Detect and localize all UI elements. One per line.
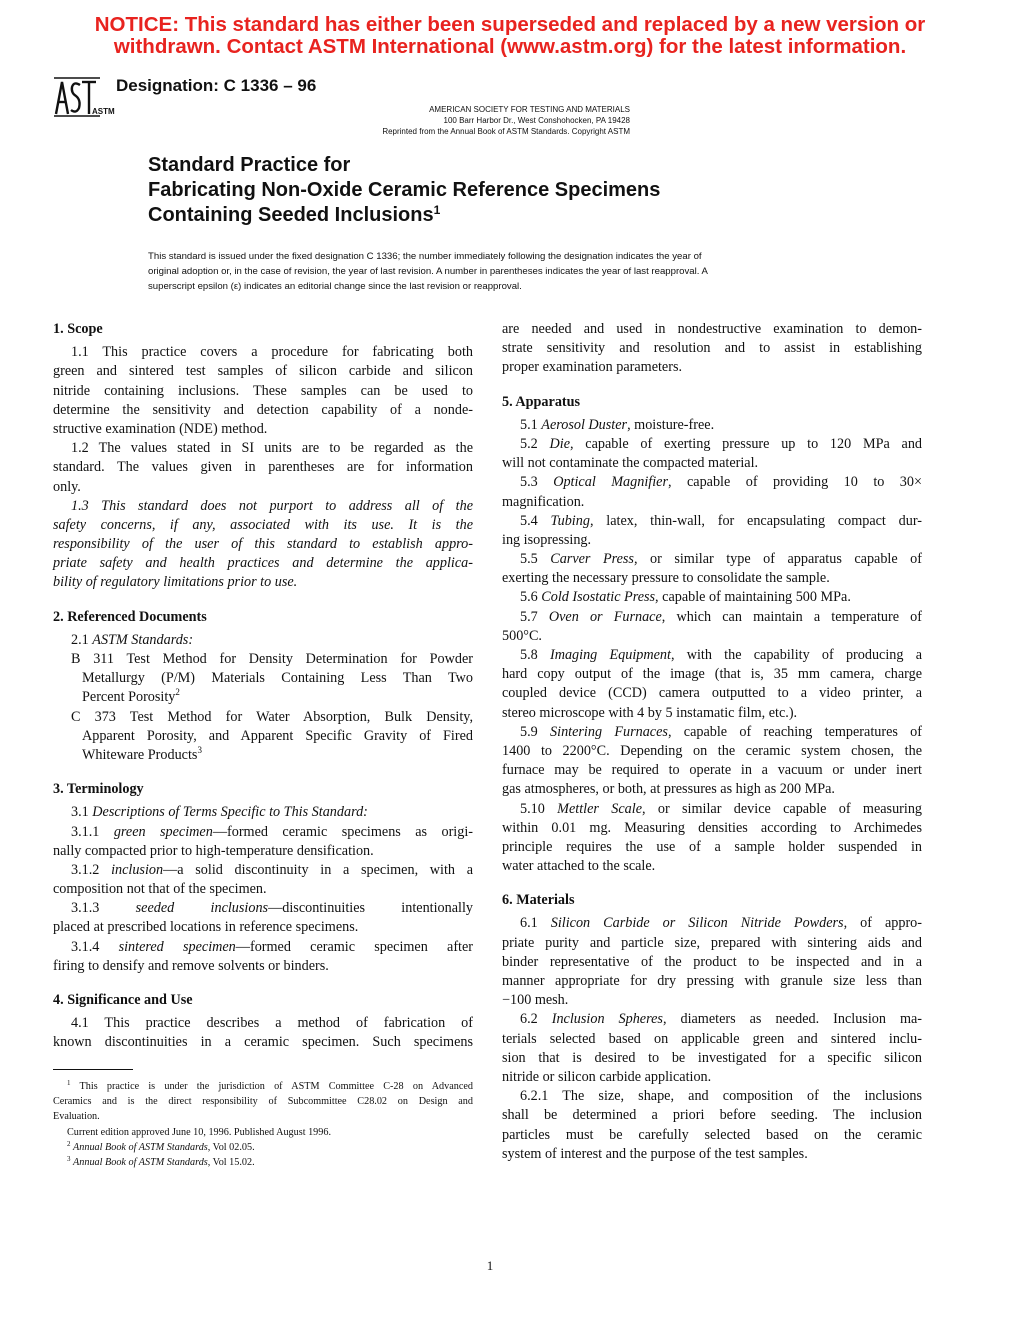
- apparatus-item: 5.10 Mettler Scale, or similar device capable of measuring: [520, 800, 923, 817]
- section-heading: 1. Scope: [53, 321, 103, 337]
- text-line: Evaluation.: [53, 1111, 100, 1123]
- notice-line: withdrawn. Contact ASTM International (www.astm.org) for the latest information.: [113, 35, 907, 58]
- right-column: [502, 320, 922, 1164]
- text-line: Metallurgy (P/M) Materials Containing Less Than Two: [82, 670, 473, 687]
- page-number: 1: [486, 1258, 494, 1273]
- text-line: principle requires the use of a sample holder suspended in: [502, 838, 922, 855]
- section-heading: 6. Materials: [502, 892, 575, 909]
- text-line: 3.1.1 green specimen—formed ceramic specimens as origi-: [71, 823, 474, 840]
- reference-c373: C 373 Test Method for Water Absorption, Bulk Density,: [71, 708, 473, 725]
- apparatus-item: 5.7 Oven or Furnace, which can maintain a temperature of: [520, 608, 922, 625]
- text-line: 2.1 ASTM Standards:: [71, 631, 194, 648]
- text-line: ing isopressing.: [502, 531, 592, 548]
- text-line: 1.1 This practice covers a procedure for fabricating both: [71, 344, 473, 361]
- text-line: gas atmospheres, or both, at pressures as high as 200 MPa.: [502, 781, 835, 798]
- text-line: nitride containing inclusions. These samples can be used to: [53, 382, 473, 399]
- text-line: 1.2 The values stated in SI units are to be regarded as the: [71, 440, 473, 457]
- text-line: firing to densify and remove solvents or binders.: [53, 957, 329, 974]
- section-heading: 5. Apparatus: [502, 393, 581, 410]
- text-line: manner appropriate for dry pressing with granule size less than: [502, 973, 922, 989]
- text-line: Current edition approved June 10, 1996. Published August 1996.: [67, 1126, 332, 1138]
- text-line: hard copy output of the image (that is, 35 mm camera, charge: [502, 666, 922, 683]
- apparatus-item: 5.1 Aerosol Duster, moisture-free.: [520, 416, 715, 433]
- text-line: nitride or silicon carbide application.: [502, 1068, 712, 1085]
- reprint-note: Reprinted from the Annual Book of ASTM Standards. Copyright ASTM: [382, 127, 630, 136]
- text-line: green and sintered test samples of silicon carbide and silicon: [53, 363, 473, 380]
- text-line: 3.1.4 sintered specimen—formed ceramic specimen after: [71, 938, 474, 955]
- publisher-name: AMERICAN SOCIETY FOR TESTING AND MATERIALS: [429, 105, 630, 114]
- text-line: bility of regulatory limitations prior to use.: [53, 574, 298, 591]
- text-line: 4.1 This practice describes a method of fabrication of: [71, 1015, 473, 1032]
- left-column: [53, 320, 473, 1053]
- text-line: coupled device (CCD) camera outputted to a video printer, a: [502, 685, 922, 702]
- apparatus-item: 5.9 Sintering Furnaces, capable of reaching temperatures of: [520, 723, 923, 740]
- materials-item: 6.1 Silicon Carbide or Silicon Nitride Powders, of appro-: [520, 915, 922, 932]
- text-line: magnification.: [502, 493, 585, 510]
- text-line: are needed and used in nondestructive examination to demon-: [502, 321, 922, 337]
- text-line: shall be determined a priori before seeding. The inclusion: [502, 1107, 922, 1124]
- text-line: exerting the necessary pressure to consolidate the sample.: [502, 570, 830, 587]
- text-line: system of interest and the purpose of the test samples.: [502, 1145, 808, 1162]
- text-line: 1.3 This standard does not purport to address all of the: [71, 497, 473, 514]
- withdrawal-notice: [40, 14, 980, 58]
- apparatus-item: 5.5 Carver Press, or similar type of apparatus capable of: [520, 551, 922, 568]
- text-line: binder representative of the product to be inspected and in a: [502, 953, 922, 970]
- section-heading: 4. Significance and Use: [53, 992, 193, 1008]
- designation: Designation: C 1336 – 96: [116, 76, 317, 95]
- footnote-rule: [53, 1069, 133, 1070]
- materials-item: 6.2 Inclusion Spheres, diameters as needed. Inclusion ma-: [520, 1011, 923, 1028]
- text-line: standard. The values given in parentheses are for information: [53, 459, 473, 476]
- text-line: 3.1 Descriptions of Terms Specific to This Standard:: [71, 804, 368, 821]
- text-line: known discontinuities in a ceramic specimen. Such specimens: [53, 1034, 473, 1051]
- document-title: [148, 153, 660, 228]
- text-line: only.: [53, 478, 81, 495]
- footnote-1: $^1$ This practice is under the jurisdiction of ASTM Committee C-28 on Advanced: [67, 1079, 473, 1092]
- footnotes: [53, 1079, 473, 1170]
- text-line: structive examination (NDE) method.: [53, 420, 268, 437]
- apparatus-item: 5.3 Optical Magnifier, capable of providing 10 to 30×: [520, 474, 922, 491]
- text-line: 1400 to 2200°C. Depending on the ceramic system chosen, the: [502, 742, 922, 759]
- text-line: nally compacted prior to high-temperature densification.: [53, 842, 374, 859]
- apparatus-item: 5.4 Tubing, latex, thin-wall, for encapsulating compact dur-: [520, 512, 923, 529]
- logo-text: ASTM: [92, 107, 115, 116]
- reference-b311: B 311 Test Method for Density Determination for Powder: [71, 651, 473, 667]
- text-line: Apparent Porosity, and Apparent Specific Gravity of Fired: [82, 727, 473, 744]
- footnote-mark: 1: [433, 203, 441, 217]
- section-heading: 2. Referenced Documents: [53, 608, 207, 625]
- text-line: composition not that of the specimen.: [53, 881, 267, 898]
- text-line: stereo microscope with 4 by 5 instamatic film, etc.).: [502, 704, 798, 721]
- publisher-block: [200, 104, 630, 137]
- text-line: 3.1.3 seeded inclusions—discontinuities intentionally: [71, 900, 474, 917]
- astm-logo-icon: [52, 76, 115, 118]
- text-line: responsibility of the user of this standard to establish appro-: [53, 536, 473, 553]
- text-line: within 0.01 mg. Measuring densities according to Archimedes: [502, 819, 922, 836]
- title-line: Standard Practice for: [148, 154, 351, 176]
- apparatus-item: 5.6 Cold Isostatic Press, capable of maintaining 500 MPa.: [520, 589, 851, 606]
- text-line: Whiteware Products$^3$: [82, 744, 202, 763]
- issue-note: [148, 249, 838, 294]
- materials-item: 6.2.1 The size, shape, and composition of the inclusions: [520, 1088, 922, 1105]
- issue-line: This standard is issued under the fixed designation C 1336; the number immediately following the designation indicates the year of: [148, 251, 702, 262]
- issue-line: superscript epsilon (ε) indicates an editorial change since the last revision or reapproval.: [148, 281, 522, 292]
- text-line: Percent Porosity$^2$: [82, 687, 180, 706]
- text-line: safety concerns, if any, associated with its use. It is the: [53, 516, 473, 533]
- text-line: water attached to the scale.: [502, 858, 656, 875]
- text-line: particles must be carefully selected based on the ceramic: [502, 1126, 922, 1143]
- section-heading: 3. Terminology: [53, 781, 144, 798]
- text-line: 500°C.: [502, 627, 542, 644]
- text-line: Ceramics and is the direct responsibility of Subcommittee C28.02 on Design and: [53, 1096, 473, 1108]
- footnote-3: $^3$ Annual Book of ASTM Standards, Vol 15.02.: [67, 1155, 255, 1169]
- text-line: priate safety and health practices and determine the applica-: [53, 555, 473, 572]
- text-line: sion that is desired to be investigated for a specific silicon: [502, 1049, 922, 1066]
- title-text: Containing Seeded Inclusions: [148, 204, 434, 226]
- text-line: proper examination parameters.: [502, 359, 683, 376]
- title-line: Fabricating Non-Oxide Ceramic Reference Specimens: [148, 179, 661, 201]
- apparatus-item: 5.2 Die, capable of exerting pressure up to 120 MPa and: [520, 435, 923, 452]
- footnote-2: $^2$ Annual Book of ASTM Standards, Vol 02.05.: [67, 1139, 255, 1153]
- apparatus-item: 5.8 Imaging Equipment, with the capability of producing a: [520, 647, 922, 663]
- text-line: furnace may be required to operate in a vacuum or under inert: [502, 762, 922, 779]
- notice-line: NOTICE: This standard has either been superseded and replaced by a new version or: [94, 13, 926, 36]
- title-line: [148, 203, 660, 228]
- text-line: strate sensitivity and resolution and to assist in establishing: [502, 340, 922, 357]
- text-line: determine the sensitivity and detection capability of a nonde-: [53, 401, 473, 418]
- text-line: −100 mesh.: [502, 992, 569, 1009]
- issue-line: original adoption or, in the case of revision, the year of last revision. A number in parentheses indicates the year of last reapproval. A: [148, 266, 708, 277]
- publisher-address: 100 Barr Harbor Dr., West Conshohocken, PA 19428: [443, 116, 630, 125]
- text-line: placed at prescribed locations in reference specimens.: [53, 919, 359, 936]
- text-line: will not contaminate the compacted material.: [502, 455, 759, 472]
- text-line: terials selected based on applicable green and sintered inclu-: [502, 1030, 922, 1047]
- text-line: 3.1.2 inclusion—a solid discontinuity in a specimen, with a: [71, 861, 473, 878]
- text-line: priate purity and particle size, prepared with sintering aids and: [502, 934, 922, 951]
